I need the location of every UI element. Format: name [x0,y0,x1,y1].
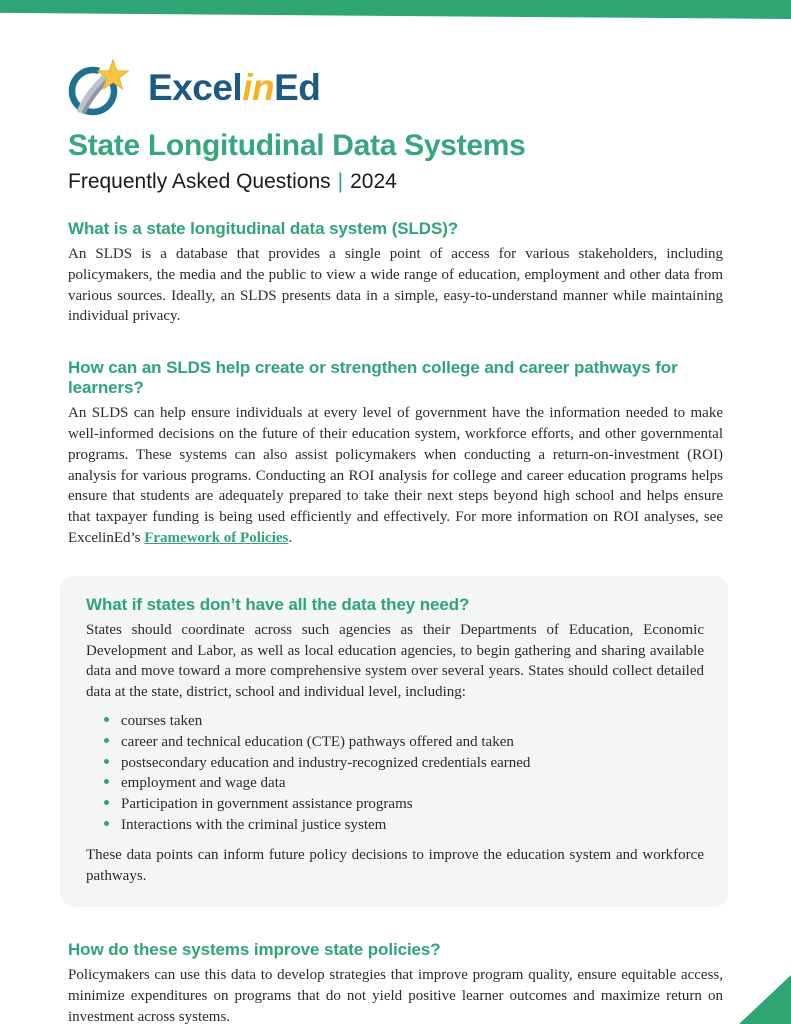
list-item [104,794,704,815]
bullet-icon [104,738,109,743]
logo-text-in: in [242,67,275,108]
subtitle-year: 2024 [350,170,397,193]
list-item [104,815,704,836]
faq-section-college-career-pathways [68,358,723,549]
faq2-heading: How can an SLDS help create or strengthen college and career pathways for learners? [68,358,678,398]
bullet-icon [104,759,109,764]
logo-text-excel: Excel [148,67,243,108]
bullet-icon [104,821,109,826]
page-subtitle [68,170,723,194]
list-item-text: postsecondary education and industry-recognized credentials earned [121,754,531,771]
bullet-icon [104,800,109,805]
faq-section-what-is-slds [68,219,723,327]
list-item-text: career and technical education (CTE) pathways offered and taken [121,733,514,750]
bullet-icon [104,779,109,784]
list-item [104,773,704,794]
faq2-body [68,403,723,549]
faq2-body-text: An SLDS can help ensure individuals at every level of government have the information needed to make well-informed decisions on the future of their education system, workforce efforts, and other governmental programs. These systems can also assist policymakers when conducting a return-on-investment (ROI) analysis for various programs. Conducting an ROI analysis for college and career education programs helps ensure that students are adequately prepared to take their next steps beyond high school and helps ensure that taxpayer funding is being used efficiently and effectively. For more information on ROI analyses, see ExcelinEd’s [68,405,723,546]
bullet-icon [104,717,109,722]
page-title: State Longitudinal Data Systems [68,129,526,162]
list-item-text: employment and wage data [121,775,286,792]
faq3-heading: How do these systems improve state policies? [68,940,441,960]
list-item [104,753,704,774]
excelined-logo [68,56,723,116]
list-item [104,711,704,732]
logo-text-ed: Ed [274,67,321,108]
logo-wordmark [148,67,320,109]
faq-section-improve-state-policies [68,940,723,1024]
list-item-text: Participation in government assistance programs [121,796,413,813]
subtitle-separator: | [337,170,344,193]
list-item-text: Interactions with the criminal justice system [121,816,387,833]
logo-mark-icon [68,56,134,116]
box-intro: States should coordinate across such agencies as their Departments of Education, Economic Development and Labor, as well as local education agencies, to begin gathering and sharing available data and move toward a more comprehensive system over several years. States should collect detailed data at the state, district, school and individual level, including: [86,621,704,701]
data-points-list [86,711,704,836]
faq1-body: An SLDS is a database that provides a single point of access for various stakeholders, including policymakers, the media and the public to view a wide range of education, employment and other data from various sources. Ideally, an SLDS presents data in a simple, easy-to-understand manner while maintaining individual privacy. [68,246,723,325]
subtitle-text: Frequently Asked Questions [68,170,331,193]
faq2-body-suffix: . [288,529,293,546]
data-needs-callout-box [60,576,728,908]
box-heading: What if states don’t have all the data they need? [86,594,470,614]
list-item-text: courses taken [121,712,203,729]
framework-of-policies-link[interactable]: Framework of Policies [144,529,289,546]
list-item [104,732,704,753]
faq3-body: Policymakers can use this data to develop strategies that improve program quality, ensure equitable access, minimize expenditures on programs that do not yield positive learner outcomes and maximize return on investment across systems. [68,967,723,1024]
box-outro: These data points can inform future policy decisions to improve the education system and workforce pathways. [86,846,704,884]
faq1-heading: What is a state longitudinal data system (SLDS)? [68,219,459,238]
